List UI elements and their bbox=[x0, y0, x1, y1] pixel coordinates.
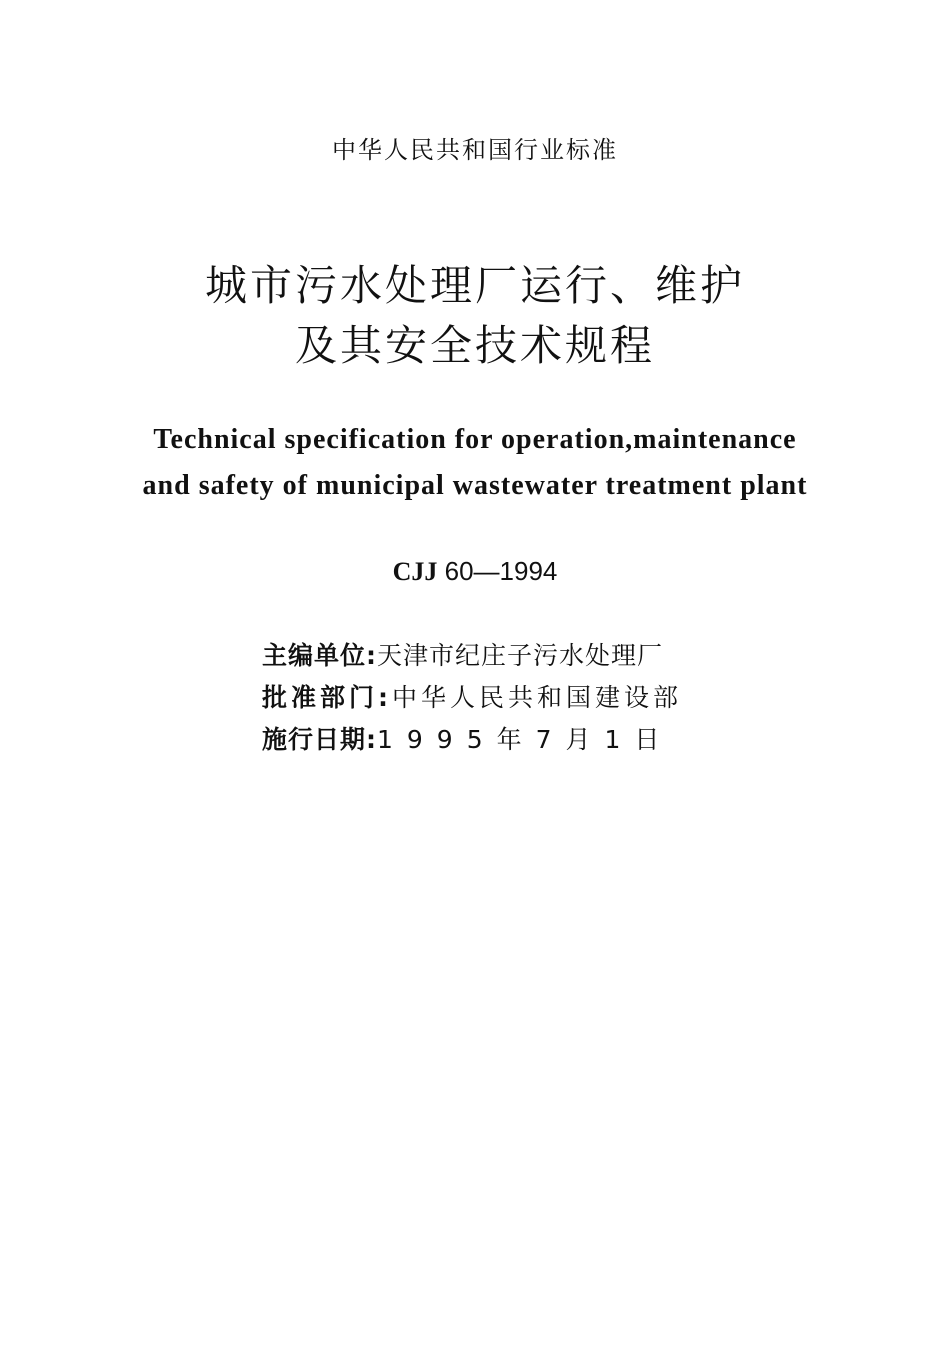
english-title-line-1: Technical specification for operation,maintenance bbox=[153, 424, 797, 455]
editor-value: 天津市纪庄子污水处理厂 bbox=[377, 641, 664, 670]
editor-row bbox=[262, 636, 722, 676]
effective-date-value: 1995年7月1日 bbox=[377, 725, 674, 754]
effective-date-row bbox=[262, 720, 722, 760]
standard-category: 中华人民共和国行业标准 bbox=[332, 136, 618, 164]
standard-code-prefix: CJJ bbox=[392, 557, 438, 586]
standard-code-number: 60—1994 bbox=[444, 556, 558, 586]
approver-value: 中华人民共和国建设部 bbox=[392, 683, 683, 712]
approver-row bbox=[262, 678, 722, 718]
effective-date-label: 施行日期: bbox=[262, 725, 377, 754]
approver-label: 批准部门: bbox=[262, 683, 392, 712]
chinese-title-line-1: 城市污水处理厂运行、维护 bbox=[204, 261, 745, 310]
english-title-line-2: and safety of municipal wastewater treatment plant bbox=[142, 470, 808, 501]
standard-code bbox=[0, 556, 950, 587]
editor-label: 主编单位: bbox=[262, 641, 377, 670]
chinese-title-line-2: 及其安全技术规程 bbox=[294, 321, 655, 370]
